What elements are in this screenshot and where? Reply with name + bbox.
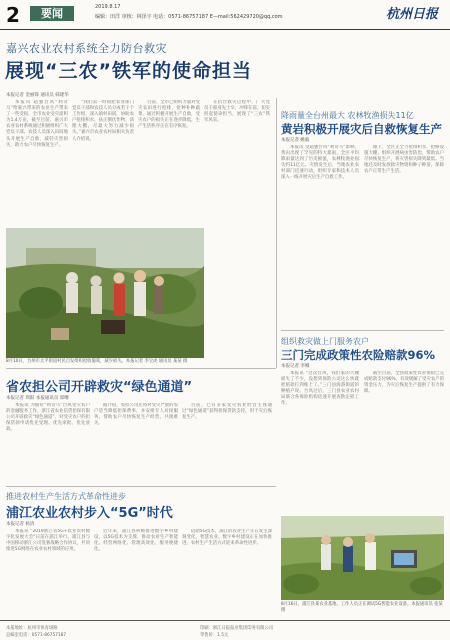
page-header bbox=[0, 0, 450, 30]
page-number: 2 bbox=[6, 3, 20, 27]
article2-kicker: 降雨量全台州最大 农林牧渔损失11亿 bbox=[281, 111, 414, 120]
article4-byline: 本报记者 周阳 本报通讯员 郑曙 bbox=[6, 396, 69, 401]
article1-byline: 本报记者 金丽锋 通讯员 韩建华 bbox=[6, 93, 69, 98]
footer-printer: 印刷：浙江日报报业集团印务有限公司 bbox=[200, 626, 274, 631]
section-divider bbox=[6, 486, 276, 487]
article5-col2: 近年来，浦江县积极推进数字乡村建设，以5G技术为支撑，推动农业生产智能化、经营网络化、管理高效化、服务便捷化。 bbox=[94, 529, 178, 553]
photo-flood-relief-image bbox=[6, 228, 204, 358]
article5-col3: 借助5G技术，浦江的农业生产正在发生深刻变化，智慧农业、数字乡村建设正在加快推进，农村生产生活方式迎来革命性进步。 bbox=[182, 529, 272, 547]
photo-5g-farm bbox=[281, 516, 444, 600]
article5-headline: 浦江农业农村步入“5G”时代 bbox=[6, 506, 173, 521]
newspaper-masthead: 杭州日报 bbox=[385, 7, 438, 22]
photo1-caption: 8月10日，台州市太平街道村民自发组织抢收葡萄，减少损失。本报记者 李宝虎 通讯员 某某 摄 bbox=[6, 359, 188, 364]
article3-col1: 本报讯 “这次台风，我们家的大棚损失了不少，没想到保险公司这么快就把赔款打到账上了。”三门县海游街道的种植户说。台风过后，三门县农业农村局联合各保险机构迅速开展查勘定损工作。 bbox=[281, 371, 359, 407]
section-label: 要闻 bbox=[30, 6, 74, 21]
photo-flood-relief bbox=[6, 228, 204, 358]
column-divider bbox=[276, 98, 277, 368]
article1-col1: 本报讯 超强台风“利奇马”给嘉兴带来的农业生产带来了一些受损，全市农业受灾面积为1.4万亩，截至目前，嘉兴市农业农村系统通过积极组织广大党员干部、农技人员深入田间地头开展生产自救，减轻灾害损失，助力农户尽快恢复生产。 bbox=[6, 100, 68, 148]
article2-headline: 黄岩积极开展灾后自救恢复生产 bbox=[281, 122, 442, 136]
article1-col4: 在抗台救灾过程中，广大党员干部身先士卒，冲锋在前，切实担起使命担当，展现了“三农”铁军风采。 bbox=[204, 100, 270, 124]
footer-price: 零售价：1.5元 bbox=[200, 633, 229, 638]
photo-5g-farm-image bbox=[281, 516, 444, 600]
editor-line: 编辑：田洋 审核：林泽宇 电话：0571-86757187 E—mail:562429720@qq.com bbox=[95, 14, 283, 20]
article2-byline: 本报记者 姚毅 bbox=[281, 138, 310, 143]
article4-col1: 本报讯 为做好“利奇马”台风受灾农户的金融服务工作，浙江省农业信贷担保有限公司开辟救灾“绿色通道”，对受灾农户的担保贷款申请优先受理、优先审批、优先放款。 bbox=[6, 403, 90, 433]
article2-col1: 本报讯 受超强台风“利奇马”影响，黄岩出现了罕见的特大暴雨，全区平均降雨量达到了历史极值，农林牧渔业损失约11亿元。灾情发生后，当地农业农村部门迅速行动，组织专家和技术人员深入一线开展灾后生产自救工作。 bbox=[281, 145, 359, 181]
photo2-caption: 8月16日，浦江县某农业基地，工作人员正在调试5G智能农业设备。本报通讯员 张某 摄 bbox=[281, 602, 443, 613]
article2-col2: 眼下，全区正全力抢排积水，抢修设施大棚，组织开展病虫害防治，帮助农户尽快恢复生产，将灾害损失降到最低。当地还及时发放救灾物资和种子种苗，保障农户正常生产生活。 bbox=[364, 145, 444, 175]
article4-col3: 目前，已有多家受灾农业经营主体通过“绿色通道”获得担保贷款支持，用于灾后恢复生产。 bbox=[182, 403, 272, 421]
article5-col1: 本报讯 “2019浙江省5G+农业农村数字化发展大会”日前在浦江举行。浦江县与中国移动浙江公司签署战略合作协议，共同推进5G网络在农业农村领域的应用。 bbox=[6, 529, 90, 553]
article1-kicker: 嘉兴农业农村系统全力防台救灾 bbox=[6, 42, 167, 55]
article1-col2: “我们第一时间把农业部门党员干部和农技人员分成若干个工作组，深入镇村田间，协助农户抢排积水、扶正倒伏作物、清理大棚，尽最大努力减少损失。”嘉兴市农业农村局相关负责人介绍说。 bbox=[72, 100, 134, 142]
article1-headline: 展现“三农”铁军的使命担当 bbox=[5, 60, 252, 82]
article3-col2: 截至目前，全县政策性农业保险已完成赔款支付96%，有效缓解了受灾农户的资金压力，为灾后恢复生产提供了有力保障。 bbox=[364, 371, 444, 395]
section-divider bbox=[281, 330, 444, 331]
article5-kicker: 推进农村生产生活方式革命性进步 bbox=[6, 492, 126, 501]
page-footer bbox=[0, 620, 450, 640]
article5-byline: 本报记者 杨清 bbox=[6, 522, 35, 527]
section-divider bbox=[6, 368, 276, 369]
footer-phone: 总编室电话：0571-86757187 bbox=[6, 633, 67, 638]
footer-address: 本报地址：杭州市体育场路 bbox=[6, 626, 58, 631]
article3-byline: 本报记者 李娜 bbox=[281, 364, 310, 369]
article4-headline: 省农担公司开辟救灾“绿色通道” bbox=[6, 380, 193, 395]
article3-headline: 三门完成政策性农险赔款96% bbox=[281, 348, 436, 362]
issue-date: 2019.8.17 bbox=[95, 4, 121, 10]
article1-col3: 目前，全市已组织力量对受灾农田进行抢排，抢种补种蔬菜，通过积极开展生产自救，受灾农户的损失正在逐步降低，生产生活秩序正在有序恢复。 bbox=[138, 100, 200, 130]
article3-kicker: 组织救灾做上门服务农户 bbox=[281, 337, 369, 346]
article4-col2: 据介绍，农担公司还将对受灾严重的农户适当降低担保费率，并安排专人对接服务，帮助农户尽快恢复生产经营，共渡难关。 bbox=[94, 403, 178, 427]
